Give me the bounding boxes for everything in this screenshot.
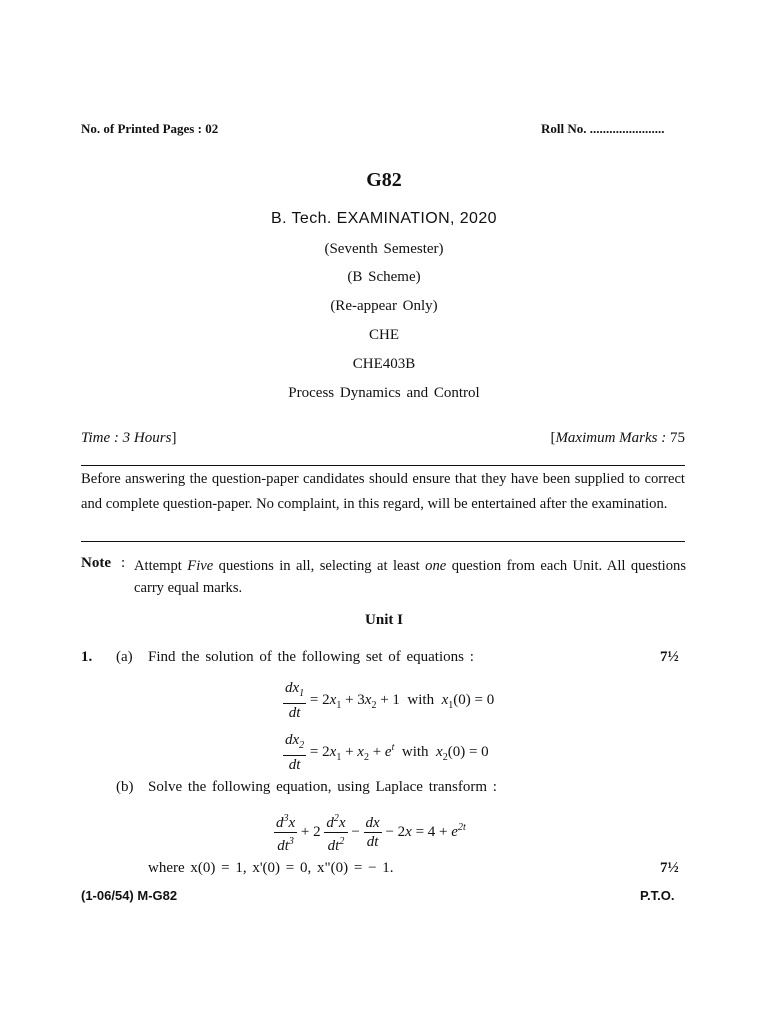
- maximum-marks: [550, 430, 685, 447]
- time-allowed: [81, 430, 176, 447]
- top-rule: [81, 465, 685, 466]
- note-colon: :: [121, 555, 126, 571]
- note-text-3: question from each Unit. All questions carry equal marks.: [134, 558, 687, 596]
- note-label: Note: [81, 555, 111, 571]
- paper-code: G82: [366, 169, 402, 191]
- note-five: Five: [187, 558, 214, 574]
- instruction-text: Before answering the question-paper candidates should ensure that they have been supplied to correct and complete question-paper. No complaint, in this regard, will be entertained after the examination.: [81, 471, 685, 512]
- equation-3: $\frac{d^3x}{dt^3}$ + 2 $\frac{d^2x}{dt^2}$ − $\frac{dx}{dt}$ − $2x = 4 + e^{2t}$: [274, 810, 466, 855]
- bottom-rule: [81, 541, 685, 542]
- note-text-2: questions in all, selecting at least: [213, 558, 426, 574]
- branch: CHE: [369, 327, 399, 343]
- unit-heading: Unit I: [365, 612, 403, 628]
- part-b-condition: where x(0) = 1, x'(0) = 0, x"(0) = − 1.: [148, 860, 394, 876]
- course-code: CHE403B: [352, 356, 416, 372]
- equation-2: $\frac{dx_2}{dt}$ = $2x_1 + x_2 + e^t$ with $x_2(0) = 0$: [285, 732, 489, 773]
- roll-number: Roll No. .......................: [541, 121, 665, 136]
- semester: (Seventh Semester): [324, 241, 444, 257]
- appear-type: (Re-appear Only): [330, 298, 438, 314]
- marks-value: 75: [670, 430, 685, 446]
- note-text: [134, 555, 686, 599]
- part-b-marks: 7½: [660, 860, 679, 876]
- printed-pages: No. of Printed Pages : 02: [81, 121, 219, 136]
- question-number: 1.: [81, 649, 93, 665]
- subject-name: Process Dynamics and Control: [288, 385, 480, 401]
- time-label: Time : 3 Hours: [81, 430, 172, 446]
- marks-bracket: [: [550, 430, 556, 446]
- part-b-label: (b): [116, 779, 134, 795]
- note-text-1: Attempt: [134, 558, 188, 574]
- footer-code: (1-06/54) M-G82: [81, 888, 178, 903]
- scheme: (B Scheme): [347, 269, 421, 285]
- pto-label: P.T.O.: [640, 888, 675, 903]
- part-a-label: (a): [116, 649, 133, 665]
- part-b-text: Solve the following equation, using Laplace transform :: [148, 779, 497, 795]
- marks-label: Maximum Marks :: [555, 430, 667, 446]
- part-a-marks: 7½: [660, 649, 679, 665]
- note-one: one: [425, 558, 447, 574]
- part-a-text: Find the solution of the following set of equations :: [148, 649, 474, 665]
- equation-1: $\frac{dx_1}{dt}$ = $2x_1 + 3x_2 + 1$ with $x_1(0) = 0$: [285, 680, 495, 721]
- exam-title: B. Tech. EXAMINATION, 2020: [271, 210, 497, 227]
- time-bracket: ]: [171, 430, 177, 446]
